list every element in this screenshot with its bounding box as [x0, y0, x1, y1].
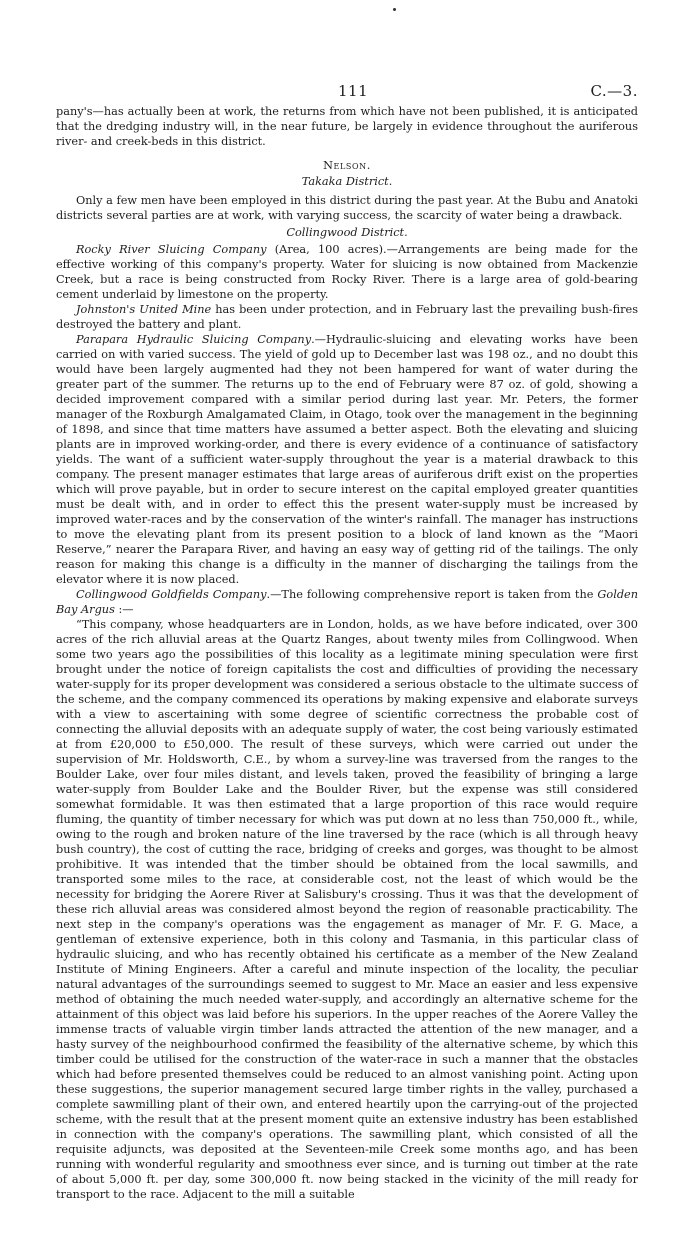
company-name-parapara: Parapara Hydraulic Sluicing Company [76, 333, 312, 346]
company-name-johnston: Johnston's United Mine [76, 303, 212, 316]
series-code: C.—3. [590, 82, 638, 100]
rocky-river-text: (Area, 100 acres).—Arrangements are being made for the effective working of this company's property. Water for sluicing is now obtained from Mackenzie Creek, but a race is being constructed from Rocky River. There is a large area of gold-bearing cement underlaid by limestone on the property. [56, 243, 638, 301]
rocky-river-paragraph [56, 242, 638, 302]
company-name-rocky-river: Rocky River Sluicing Company [76, 243, 267, 256]
goldfields-paragraph [56, 587, 638, 617]
scan-mark [393, 8, 396, 11]
intro-paragraph: pany's—has actually been at work, the returns from which have not been published, it is anticipated that the dredging industry will, in the near future, be largely in evidence throughout the auriferous river- and creek-beds in this district. [56, 105, 638, 148]
quoted-report: “This company, whose headquarters are in London, holds, as we have before indicated, over 300 acres of the rich alluvial areas at the Quartz Ranges, about twenty miles from Collingwood. When some two years ago the possibilities of this locality as a legitimate mining speculation were first brought under the notice of foreign capitalists the cost and difficulties of providing the necessary water-supply for its proper development was considered a serious obstacle to the ultimate success of the scheme, and the company commenced its operations by making expensive and elaborate surveys with a view to ascertaining with some degree of scientific correctness the probable cost of connecting the alluvial deposits with an adequate supply of water, the cost being variously estimated at from £20,000 to £50,000. The result of these surveys, which were carried out under the supervision of Mr. Holdsworth, C.E., by whom a survey-line was traversed from the ranges to the Boulder Lake, over four miles distant, and levels taken, proved the feasibility of bringing a large water-supply from Boulder Lake and the Boulder River, but the expense was still considered somewhat formidable. It was then estimated that a large proportion of this race would require fluming, the quantity of timber necessary for which was put down at no less than 750,000 ft., while, owing to the rough and broken nature of the line traversed by the race (which is all through heavy bush country), the cost of cutting the race, bridging of creeks and gorges, was thought to be almost prohibitive. It was intended that the timber should be obtained from the local sawmills, and transported some miles to the race, at considerable cost, not the least of which would be the necessity for bridging the Aorere River at Salisbury's crossing. Thus it was that the development of these rich alluvial areas was considered almost beyond the region of reasonable practicability. The next step in the company's operations was the engagement as manager of Mr. F. G. Mace, a gentleman of extensive experience, both in this colony and Tasmania, in this particular class of hydraulic sluicing, and who has recently obtained his certificate as a member of the New Zealand Institute of Mining Engineers. After a careful and minute inspection of the locality, the peculiar natural advantages of the surroundings seemed to suggest to Mr. Mace an easier and less expensive method of obtaining the much needed water-supply, and accordingly an alternative scheme for the attainment of this object was laid before his superiors. In the upper reaches of the Aorere Valley the immense tracts of valuable virgin timber lands attracted the attention of the new manager, and a hasty survey of the neighbourhood confirmed the feasibility of the alternative scheme, by which this timber could be utilised for the construction of the water-race in such a manner that the obstacles which had before presented themselves could be reduced to an almost vanishing point. Acting upon these suggestions, the superior management secured large timber rights in the valley, purchased a complete sawmilling plant of their own, and entered heartily upon the carrying-out of the projected scheme, with the result that at the present moment quite an extensive industry has been established in connection with the company's operations. The sawmilling plant, which consisted of all the requisite adjuncts, was deposited at the Seventeen-mile Creek some months ago, and has been running with wonderful regularity and smoothness ever since, and is turning out timber at the rate of about 5,000 ft. per day, some 300,000 ft. now being stacked in the vicinity of the mill ready for transport to the race. Adjacent to the mill a suitable [56, 618, 638, 1201]
document-page [56, 0, 638, 1202]
subheading-takaka: Takaka District. [301, 175, 393, 188]
section-heading-nelson: Nelson. [323, 159, 371, 172]
subheading-collingwood: Collingwood District. [286, 226, 408, 239]
takaka-paragraph: Only a few men have been employed in this district during the past year. At the Bubu and Anatoki districts several parties are at work, with varying success, the scarcity of water being a drawback. [56, 194, 638, 222]
page-header [56, 0, 638, 100]
goldfields-after: :— [114, 603, 134, 616]
page-number: 111 [338, 82, 369, 100]
parapara-paragraph [56, 332, 638, 587]
johnston-text: has been under protection, and in February last the prevailing bush-fires destroyed the battery and plant. [56, 303, 638, 331]
johnston-paragraph [56, 302, 638, 332]
company-name-goldfields: Collingwood Goldfields Company [76, 588, 267, 601]
newspaper-source: Golden Bay Argus [56, 588, 639, 616]
goldfields-text: .—The following comprehensive report is taken from the [266, 588, 598, 601]
parapara-text: .—Hydraulic-sluicing and elevating works have been carried on with varied success. The yield of gold up to December last was 198 oz., and no doubt this would have been largely augmented had they not been hampered for want of water during the greater part of the summer. The returns up to the end of February were 87 oz. of gold, showing a decided improvement compared with a similar period during last year. Mr. Peters, the former manager of the Roxburgh Amalgamated Claim, in Otago, took over the management in the beginning of 1898, and since that time matters have assumed a better aspect. Both the elevating and sluicing plants are in improved working-order, and there is every evidence of a continuance of satisfactory yields. The want of a sufficient water-supply throughout the year is a material drawback to this company. The present manager estimates that large areas of auriferous drift exist on the properties which will prove payable, but in order to secure interest on the capital employed greater quantities must be dealt with, and in order to effect this the present water-supply must be increased by improved water-races and by the conservation of the winter's rainfall. The manager has instructions to move the elevating plant from its present position to a block of land known as the “Maori Reserve,” nearer the Parapara River, and having an easy way of getting rid of the tailings. The only reason for making this change is a difficulty in the manner of discharging the tailings from the elevator where it is now placed. [56, 333, 638, 586]
